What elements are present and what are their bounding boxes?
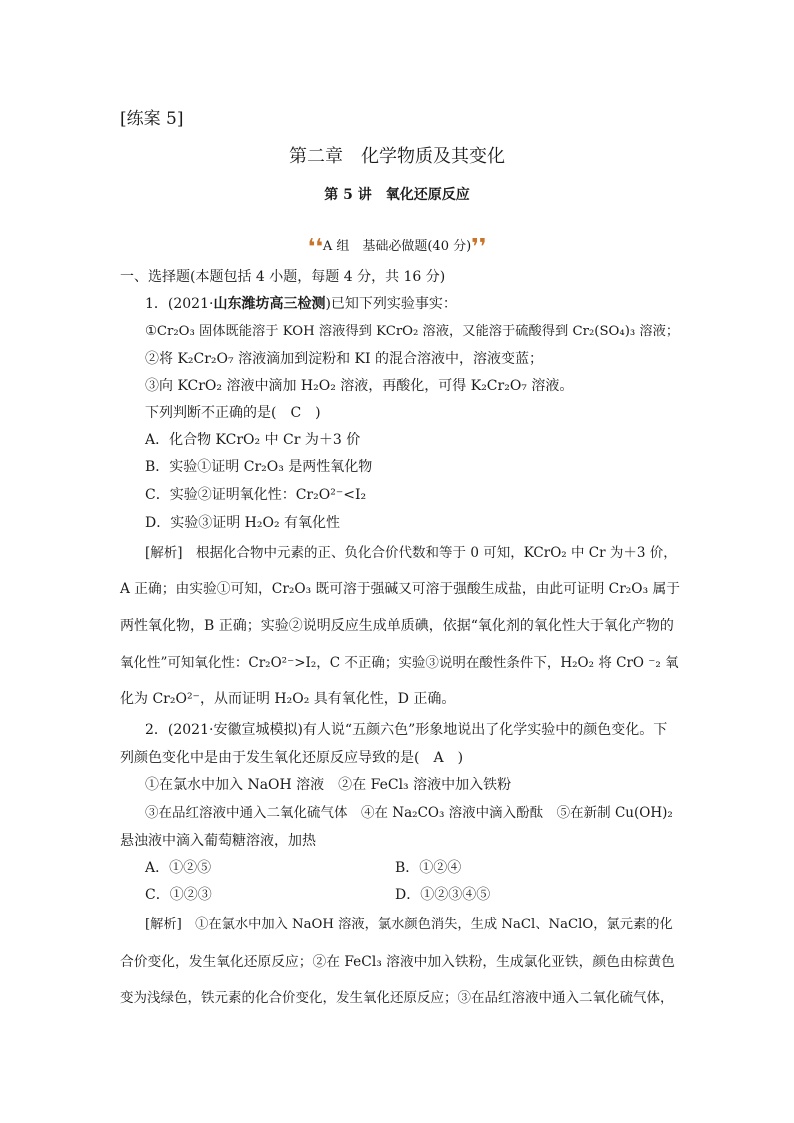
group-label: A 组 基础必做题(40 分) — [322, 239, 472, 254]
q2-stem-line: 悬浊液中滴入葡萄糖溶液，加热 — [120, 833, 316, 849]
q2-stem-line: 列颜色变化中是由于发生氧化还原反应导致的是( A ) — [120, 750, 464, 766]
q1-fact: ②将 K₂Cr₂O₇ 溶液滴加到淀粉和 KI 的混合溶液中，溶液变蓝； — [145, 351, 543, 367]
chapter-title: 第二章 化学物质及其变化 — [289, 146, 505, 167]
q1-analysis-line: 化为 Cr₂O²⁻，从而证明 H₂O₂ 具有氧化性，D 正确。 — [120, 691, 456, 707]
q1-fact: ①Cr₂O₃ 固体既能溶于 KOH 溶液得到 KCrO₂ 溶液，又能溶于硫酸得到 Cr₂(SO₄)₃ 溶液； — [145, 324, 680, 339]
q1-option: D．实验③证明 H₂O₂ 有氧化性 — [145, 515, 341, 531]
q1-fact: ③向 KCrO₂ 溶液中滴加 H₂O₂ 溶液，再酸化，可得 K₂Cr₂O₇ 溶液。 — [145, 378, 574, 394]
q2-stem-line: ③在品红溶液中通入二氧化硫气体 ④在 Na₂CO₃ 溶液中滴入酚酞 ⑤在新制 Cu(OH)₂ — [145, 805, 673, 821]
q1-analysis-line: 两性氧化物，B 正确；实验②说明反应生成单质碘，依据“氧化剂的氧化性大于氧化产物的 — [120, 618, 674, 634]
q2-option: B．①②④ — [395, 860, 462, 876]
q1-option: C．实验②证明氧化性：Cr₂O²⁻<I₂ — [145, 487, 367, 503]
q2-stem-line: ①在氯水中加入 NaOH 溶液 ②在 FeCl₃ 溶液中加入铁粉 — [145, 777, 512, 793]
q2-stem-line: 2．(2021·安徽宣城模拟)有人说“五颜六色”形象地说出了化学实验中的颜色变化。下 — [145, 722, 668, 738]
q1-analysis-line: 氧化性”可知氧化性：Cr₂O²⁻>I₂，C 不正确；实验③说明在酸性条件下，H₂O₂ 将 CrO ⁻₂ 氧 — [120, 655, 679, 671]
q1-source-bold: 山东潍坊高三检测 — [213, 296, 326, 312]
q2-analysis-line: 变为浅绿色，铁元素的化合价变化，发生氧化还原反应；③在品红溶液中通入二氧化硫气体， — [120, 990, 674, 1006]
q2-analysis-line: [解析] ①在氯水中加入 NaOH 溶液，氯水颜色消失，生成 NaCl、NaClO，氯元素的化 — [145, 917, 673, 932]
q1-analysis-line: A 正确；由实验①可知，Cr₂O₃ 既可溶于强碱又可溶于强酸生成盐，由此可证明 Cr₂O₃ 属于 — [120, 581, 680, 597]
group-heading — [0, 235, 794, 260]
q2-option: C．①②③ — [145, 887, 212, 903]
q1-stem: 下列判断不正确的是( C ) — [145, 405, 321, 421]
q2-option: D．①②③④⑤ — [395, 887, 491, 903]
close-quote-icon: ❜❜ — [471, 235, 487, 260]
q1-source: 1．(2021·山东潍坊高三检测)已知下列实验事实： — [145, 296, 457, 312]
q1-analysis-line: [解析] 根据化合物中元素的正、负化合价代数和等于 0 可知，KCrO₂ 中 Cr 为＋3 价， — [145, 545, 677, 561]
q2-analysis-line: 合价变化，发生氧化还原反应；②在 FeCl₃ 溶液中加入铁粉，生成氯化亚铁，颜色由棕黄色 — [120, 954, 675, 970]
q2-option: A．①②⑤ — [145, 860, 212, 876]
exercise-tag: [练案 5] — [120, 109, 184, 129]
section-title: 第 5 讲 氧化还原反应 — [324, 187, 470, 203]
q1-option: B．实验①证明 Cr₂O₃ 是两性氧化物 — [145, 459, 373, 475]
section-heading: 一、选择题(本题包括 4 小题，每题 4 分，共 16 分) — [120, 269, 446, 285]
open-quote-icon: ❛❛ — [307, 235, 323, 260]
q1-option: A．化合物 KCrO₂ 中 Cr 为＋3 价 — [145, 432, 361, 448]
